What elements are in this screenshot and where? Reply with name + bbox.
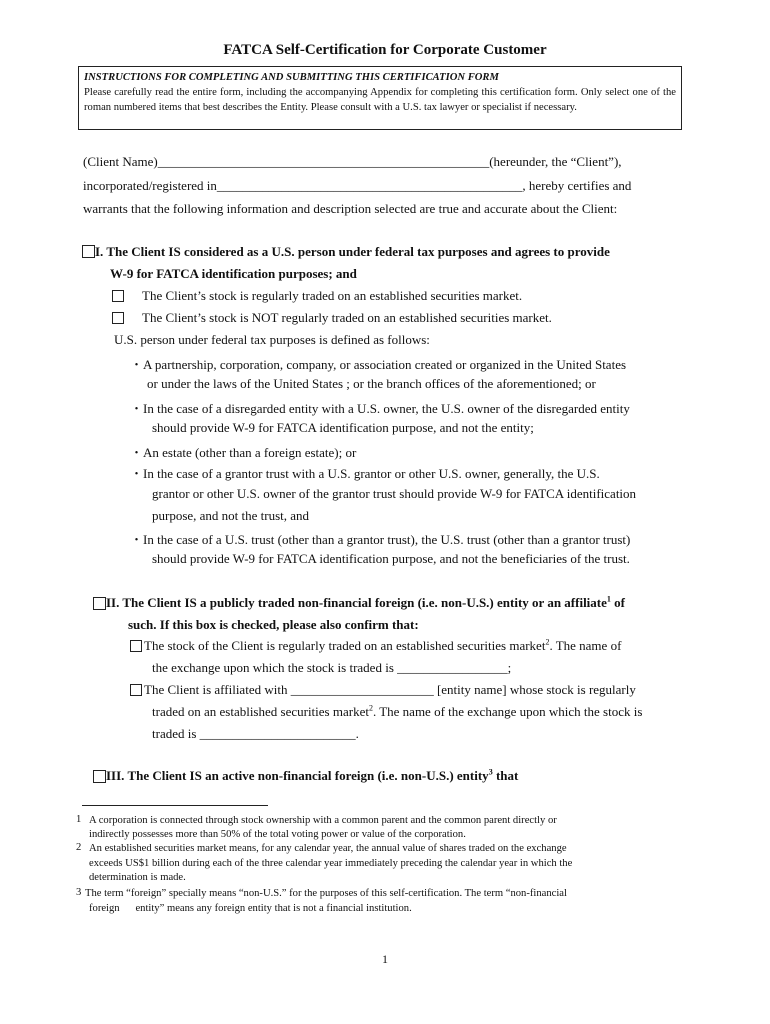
definition-bullet-1-cont: or under the laws of the United States ; or the branch offices of the aforementioned; or bbox=[147, 376, 596, 391]
section-3-heading: III. The Client IS an active non-financial foreign (i.e. non-U.S.) entity$^3$ that bbox=[106, 767, 519, 783]
section-1-heading-cont: W-9 for FATCA identification purposes; and bbox=[110, 266, 357, 281]
section-2-heading: II. The Client IS a publicly traded non-financial foreign (i.e. non-U.S.) entity or an affiliate$^1$ of bbox=[106, 594, 625, 610]
intro-line-incorporated: incorporated/registered in_______________________________________________, hereby certifies and bbox=[83, 178, 632, 193]
section-3-checkbox[interactable] bbox=[93, 770, 106, 783]
section-2-heading-cont: such. If this box is checked, please also confirm that: bbox=[128, 617, 419, 632]
footnote-3: The term “foreign” specially means “non-U.S.” for the purposes of this self-certification. The term “non-financial bbox=[85, 888, 567, 899]
section-1-option-not-traded-label: The Client’s stock is NOT regularly traded on an established securities market. bbox=[142, 310, 552, 325]
intro-line-warrants: warrants that the following information and description selected are true and accurate about the Client: bbox=[83, 201, 618, 216]
section-1-option-traded-checkbox[interactable] bbox=[112, 290, 124, 302]
us-person-definition: U.S. person under federal tax purposes is defined as follows: bbox=[114, 332, 430, 347]
section-1-heading: I. The Client IS considered as a U.S. person under federal tax purposes and agrees to provide bbox=[95, 244, 610, 259]
footnote-2-cont: exceeds US$1 billion during each of the three calendar year immediately preceding the calendar year in which the bbox=[89, 858, 573, 869]
definition-bullet-4-cont2: purpose, and not the trust, and bbox=[152, 508, 310, 523]
footnote-2-cont2: determination is made. bbox=[89, 872, 186, 883]
definition-bullet-4: ・In the case of a grantor trust with a U.S. grantor or other U.S. owner, generally, the U.S. bbox=[130, 466, 600, 481]
page-number: 1 bbox=[382, 952, 388, 966]
footnote-2: An established securities market means, for any calendar year, the annual value of shares traded on the exchange bbox=[89, 843, 567, 854]
intro-line-client-name: (Client Name)___________________________________________________(hereunder, the “Client”), bbox=[83, 154, 622, 169]
definition-bullet-2: ・In the case of a disregarded entity with a U.S. owner, the U.S. owner of the disregarded entity bbox=[130, 401, 630, 416]
footnote-3-mark: 3 bbox=[76, 887, 82, 898]
instructions-heading: INSTRUCTIONS FOR COMPLETING AND SUBMITTING THIS CERTIFICATION FORM bbox=[84, 72, 499, 83]
definition-bullet-5: ・In the case of a U.S. trust (other than a grantor trust), the U.S. trust (other than a grantor trust) bbox=[130, 532, 631, 547]
footnote-1-cont: indirectly possesses more than 50% of the total voting power or value of the corporation. bbox=[89, 829, 466, 840]
footnote-1-mark: 1 bbox=[76, 814, 82, 825]
footnote-divider bbox=[82, 805, 268, 806]
footnote-1: A corporation is connected through stock ownership with a common parent and the common parent directly or bbox=[89, 815, 557, 826]
section-2-option-stock-label: The stock of the Client is regularly traded on an established securities market$^2$. The name of bbox=[144, 637, 622, 653]
definition-bullet-4-cont: grantor or other U.S. owner of the grantor trust should provide W-9 for FATCA identification bbox=[152, 486, 637, 501]
section-1-checkbox[interactable] bbox=[82, 245, 95, 258]
definition-bullet-5-cont: should provide W-9 for FATCA identification purpose, and not the beneficiaries of the trust. bbox=[152, 551, 630, 566]
instructions-box bbox=[78, 66, 682, 130]
section-2-option-affiliate-checkbox[interactable] bbox=[130, 684, 142, 696]
section-2-option-affiliate-label: The Client is affiliated with ______________________ [entity name] whose stock is regularly bbox=[144, 682, 636, 697]
definition-bullet-2-cont: should provide W-9 for FATCA identification purpose, and not the entity; bbox=[152, 420, 534, 435]
section-2-checkbox[interactable] bbox=[93, 597, 106, 610]
definition-bullet-3: ・An estate (other than a foreign estate); or bbox=[130, 445, 357, 460]
footnote-3-cont: foreign entity” means any foreign entity that is not a financial institution. bbox=[89, 903, 412, 914]
instructions-body: Please carefully read the entire form, including the accompanying Appendix for completing this certification form. Only select one of the roman numbered items that best describes the Entity. Please consult with a U.S. tax lawyer or specialist if necessary. bbox=[84, 87, 676, 113]
section-1-option-traded-label: The Client’s stock is regularly traded on an established securities market. bbox=[142, 288, 523, 303]
definition-bullet-1: ・A partnership, corporation, company, or association created or organized in the United States bbox=[130, 357, 627, 372]
footnote-2-mark: 2 bbox=[76, 842, 82, 853]
section-2-exchange-name-line: the exchange upon which the stock is traded is _________________; bbox=[152, 660, 512, 675]
section-1-option-not-traded-checkbox[interactable] bbox=[112, 312, 124, 324]
section-2-option-stock-checkbox[interactable] bbox=[130, 640, 142, 652]
section-2-affiliate-cont: traded on an established securities market$^2$. The name of the exchange upon which the stock is bbox=[152, 703, 643, 719]
section-2-affiliate-exchange-line: traded is ________________________. bbox=[152, 726, 359, 741]
page-title: FATCA Self-Certification for Corporate Customer bbox=[223, 42, 547, 58]
